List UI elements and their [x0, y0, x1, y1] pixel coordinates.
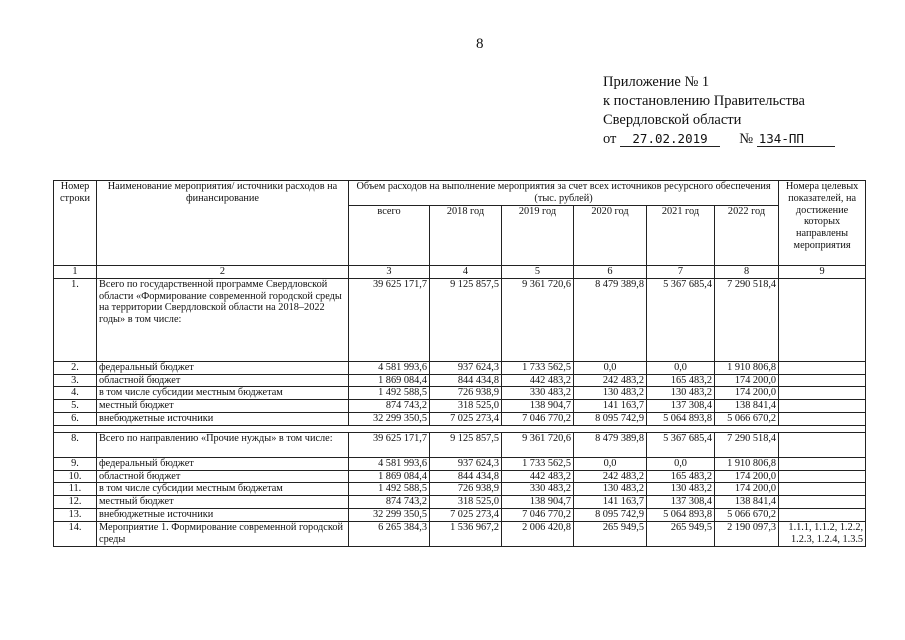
table-row [54, 412, 866, 425]
row-number: 2. [54, 361, 97, 374]
row-number: 9. [54, 457, 97, 470]
cell-y2020: 265 949,5 [574, 521, 647, 546]
column-number-row [54, 266, 866, 279]
table-row [54, 470, 866, 483]
header-volume: Объем расходов на выполнение мероприятия за счет всех источников ресурсного обеспечения (тыс. рублей) [349, 181, 779, 206]
cell-y2020: 130 483,2 [574, 483, 647, 496]
row-indicators [779, 400, 866, 413]
row-name: местный бюджет [97, 400, 349, 413]
table-row [54, 400, 866, 413]
column-number: 7 [647, 266, 715, 279]
cell-y2020: 8 095 742,9 [574, 508, 647, 521]
cell-y2021: 5 367 685,4 [647, 432, 715, 457]
table-row [54, 361, 866, 374]
appendix-title: Приложение № 1 [603, 74, 710, 90]
cell-y2018: 7 025 273,4 [430, 412, 502, 425]
cell-y2020: 8 479 389,8 [574, 432, 647, 457]
page-number: 8 [476, 36, 484, 52]
cell-total: 4 581 993,6 [349, 361, 430, 374]
cell-y2020: 0,0 [574, 361, 647, 374]
cell-y2021: 137 308,4 [647, 400, 715, 413]
row-number: 11. [54, 483, 97, 496]
resolution-number: 134-ПП [757, 132, 835, 147]
cell-total: 1 869 084,4 [349, 470, 430, 483]
header-indicators: Номера целевых показателей, на достижение которых направлены мероприятия [779, 181, 866, 266]
cell-y2020: 8 479 389,8 [574, 278, 647, 361]
resolution-date: 27.02.2019 [620, 132, 720, 147]
row-name: федеральный бюджет [97, 361, 349, 374]
cell-y2021: 265 949,5 [647, 521, 715, 546]
cell-y2019: 9 361 720,6 [502, 432, 574, 457]
cell-y2018: 318 525,0 [430, 496, 502, 509]
cell-total: 874 743,2 [349, 400, 430, 413]
table-row [54, 374, 866, 387]
table-row [54, 496, 866, 509]
separator-cell [54, 425, 866, 432]
row-name: Всего по государственной программе Свердловской области «Формирование современной городской среды на территории Свердловской области на 2018–2022 годы» в том числе: [97, 278, 349, 361]
column-number: 2 [97, 266, 349, 279]
appendix-region: Свердловской области [603, 112, 742, 128]
table-row [54, 508, 866, 521]
cell-y2019: 1 733 562,5 [502, 361, 574, 374]
appendix-resolution: к постановлению Правительства [603, 93, 805, 109]
row-name: Мероприятие 1. Формирование современной городской среды [97, 521, 349, 546]
header-total: всего [349, 206, 430, 266]
cell-total: 1 492 588,5 [349, 387, 430, 400]
row-indicators [779, 374, 866, 387]
cell-total: 6 265 384,3 [349, 521, 430, 546]
cell-y2018: 7 025 273,4 [430, 508, 502, 521]
row-indicators [779, 278, 866, 361]
cell-total: 32 299 350,5 [349, 508, 430, 521]
row-number: 8. [54, 432, 97, 457]
cell-y2022: 7 290 518,4 [715, 432, 779, 457]
row-name: областной бюджет [97, 374, 349, 387]
row-name: федеральный бюджет [97, 457, 349, 470]
cell-y2021: 0,0 [647, 361, 715, 374]
row-name: Всего по направлению «Прочие нужды» в том числе: [97, 432, 349, 457]
cell-y2018: 1 536 967,2 [430, 521, 502, 546]
cell-y2018: 844 434,8 [430, 470, 502, 483]
table-row [54, 483, 866, 496]
row-name: в том числе субсидии местным бюджетам [97, 483, 349, 496]
row-indicators [779, 361, 866, 374]
header-2022: 2022 год [715, 206, 779, 266]
table-row [54, 278, 866, 361]
column-number: 8 [715, 266, 779, 279]
header-2020: 2020 год [574, 206, 647, 266]
cell-y2022: 174 200,0 [715, 483, 779, 496]
cell-total: 1 492 588,5 [349, 483, 430, 496]
cell-y2018: 726 938,9 [430, 483, 502, 496]
cell-y2022: 1 910 806,8 [715, 457, 779, 470]
cell-y2022: 174 200,0 [715, 374, 779, 387]
cell-y2019: 2 006 420,8 [502, 521, 574, 546]
cell-y2020: 242 483,2 [574, 374, 647, 387]
table-row [54, 521, 866, 546]
row-number: 13. [54, 508, 97, 521]
cell-y2022: 2 190 097,3 [715, 521, 779, 546]
header-row-no: Номер строки [54, 181, 97, 266]
cell-y2022: 7 290 518,4 [715, 278, 779, 361]
column-number: 4 [430, 266, 502, 279]
section-separator [54, 425, 866, 432]
column-number: 1 [54, 266, 97, 279]
cell-y2019: 9 361 720,6 [502, 278, 574, 361]
header-2019: 2019 год [502, 206, 574, 266]
cell-y2021: 130 483,2 [647, 387, 715, 400]
cell-total: 4 581 993,6 [349, 457, 430, 470]
row-indicators [779, 387, 866, 400]
cell-y2019: 330 483,2 [502, 387, 574, 400]
header-name: Наименование мероприятия/ источники расходов на финансирование [97, 181, 349, 266]
cell-y2018: 726 938,9 [430, 387, 502, 400]
row-name: областной бюджет [97, 470, 349, 483]
cell-y2021: 165 483,2 [647, 470, 715, 483]
cell-y2021: 130 483,2 [647, 483, 715, 496]
row-number: 12. [54, 496, 97, 509]
table-row [54, 387, 866, 400]
row-name: внебюджетные источники [97, 508, 349, 521]
cell-total: 32 299 350,5 [349, 412, 430, 425]
appendix-date-line [603, 130, 835, 149]
cell-y2022: 138 841,4 [715, 400, 779, 413]
cell-y2019: 442 483,2 [502, 374, 574, 387]
row-indicators [779, 432, 866, 457]
row-indicators [779, 412, 866, 425]
cell-y2018: 318 525,0 [430, 400, 502, 413]
row-number: 5. [54, 400, 97, 413]
appendix-header [603, 73, 835, 149]
table-row [54, 457, 866, 470]
cell-y2018: 844 434,8 [430, 374, 502, 387]
cell-y2019: 1 733 562,5 [502, 457, 574, 470]
row-number: 3. [54, 374, 97, 387]
header-2018: 2018 год [430, 206, 502, 266]
column-number: 6 [574, 266, 647, 279]
cell-y2018: 937 624,3 [430, 457, 502, 470]
row-name: внебюджетные источники [97, 412, 349, 425]
from-label: от [603, 131, 617, 147]
cell-y2021: 5 064 893,8 [647, 412, 715, 425]
row-indicators [779, 457, 866, 470]
cell-y2021: 165 483,2 [647, 374, 715, 387]
cell-y2018: 9 125 857,5 [430, 278, 502, 361]
row-name: местный бюджет [97, 496, 349, 509]
cell-y2021: 5 367 685,4 [647, 278, 715, 361]
row-number: 6. [54, 412, 97, 425]
cell-y2022: 138 841,4 [715, 496, 779, 509]
cell-y2021: 5 064 893,8 [647, 508, 715, 521]
cell-y2021: 0,0 [647, 457, 715, 470]
cell-y2019: 442 483,2 [502, 470, 574, 483]
cell-y2022: 5 066 670,2 [715, 508, 779, 521]
header-2021: 2021 год [647, 206, 715, 266]
expenses-table [53, 180, 866, 547]
cell-y2020: 141 163,7 [574, 496, 647, 509]
column-number: 3 [349, 266, 430, 279]
row-number: 14. [54, 521, 97, 546]
row-indicators: 1.1.1, 1.1.2, 1.2.2, 1.2.3, 1.2.4, 1.3.5 [779, 521, 866, 546]
column-number: 9 [779, 266, 866, 279]
cell-y2019: 7 046 770,2 [502, 412, 574, 425]
cell-y2020: 141 163,7 [574, 400, 647, 413]
cell-y2018: 937 624,3 [430, 361, 502, 374]
cell-y2022: 174 200,0 [715, 387, 779, 400]
row-number: 1. [54, 278, 97, 361]
cell-y2018: 9 125 857,5 [430, 432, 502, 457]
cell-total: 874 743,2 [349, 496, 430, 509]
cell-y2020: 130 483,2 [574, 387, 647, 400]
number-label: № [739, 131, 754, 147]
cell-y2022: 5 066 670,2 [715, 412, 779, 425]
row-name: в том числе субсидии местным бюджетам [97, 387, 349, 400]
row-number: 10. [54, 470, 97, 483]
cell-y2020: 0,0 [574, 457, 647, 470]
table-row [54, 432, 866, 457]
cell-total: 39 625 171,7 [349, 432, 430, 457]
row-indicators [779, 470, 866, 483]
cell-y2019: 138 904,7 [502, 496, 574, 509]
cell-y2019: 7 046 770,2 [502, 508, 574, 521]
cell-y2020: 242 483,2 [574, 470, 647, 483]
cell-y2022: 174 200,0 [715, 470, 779, 483]
row-indicators [779, 508, 866, 521]
cell-y2019: 138 904,7 [502, 400, 574, 413]
cell-y2022: 1 910 806,8 [715, 361, 779, 374]
cell-y2021: 137 308,4 [647, 496, 715, 509]
cell-total: 39 625 171,7 [349, 278, 430, 361]
header-row-1 [54, 181, 866, 206]
row-indicators [779, 496, 866, 509]
cell-total: 1 869 084,4 [349, 374, 430, 387]
cell-y2020: 8 095 742,9 [574, 412, 647, 425]
row-indicators [779, 483, 866, 496]
cell-y2019: 330 483,2 [502, 483, 574, 496]
row-number: 4. [54, 387, 97, 400]
column-number: 5 [502, 266, 574, 279]
